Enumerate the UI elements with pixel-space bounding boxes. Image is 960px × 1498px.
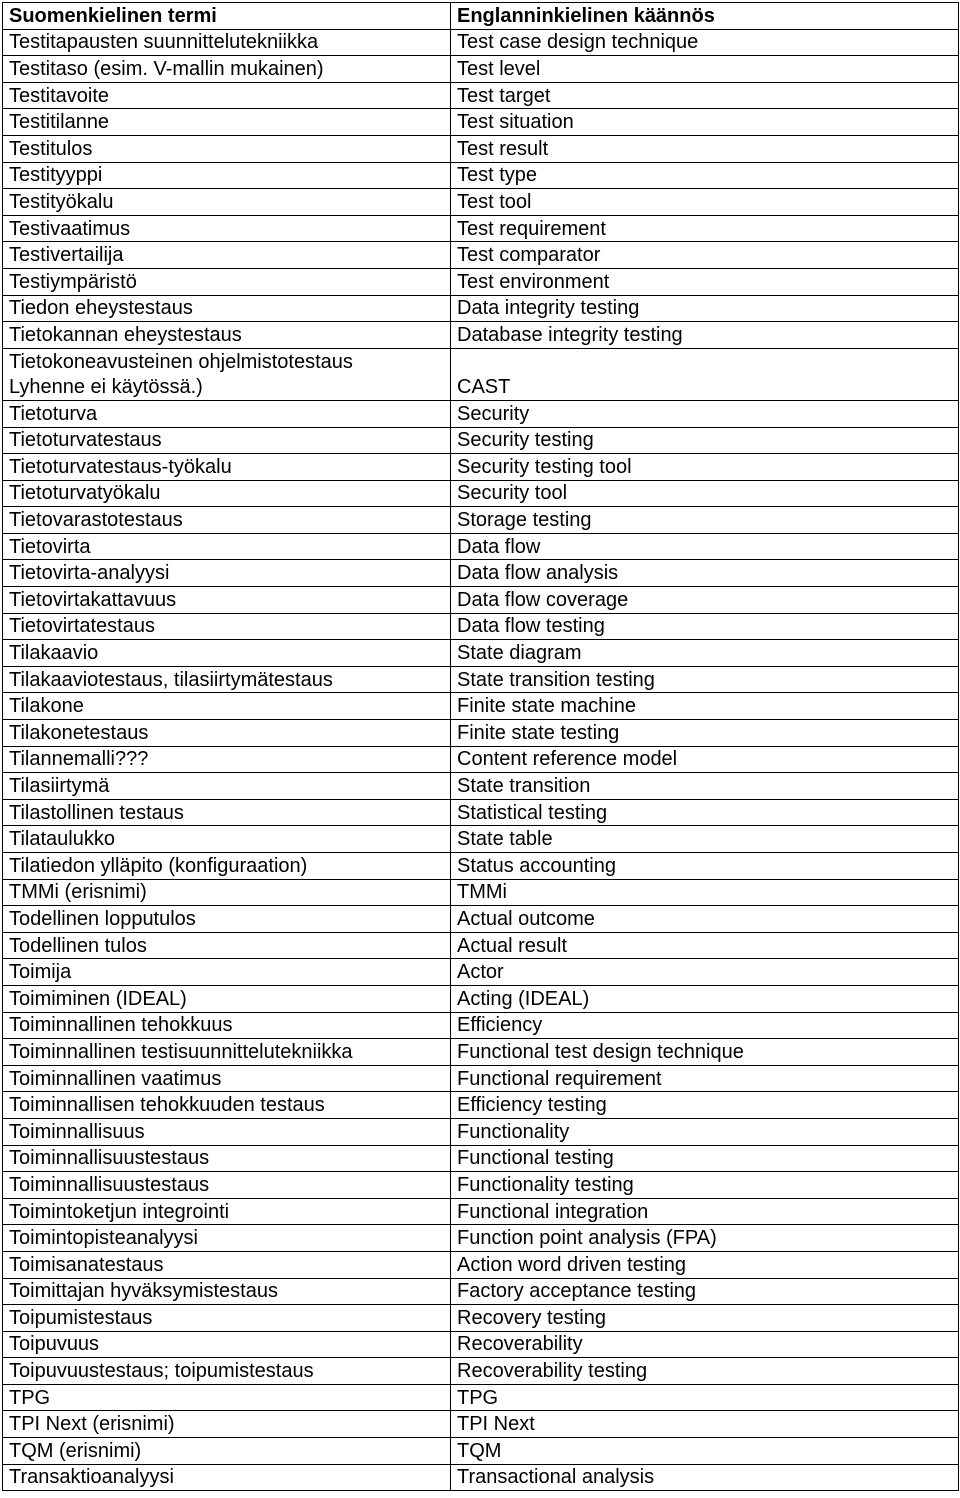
table-row: [3, 906, 959, 933]
table-row: [3, 1358, 959, 1385]
finnish-term-cell: Toiminnallisen tehokkuuden testaus: [3, 1092, 451, 1119]
english-translation-cell: Database integrity testing: [451, 322, 959, 349]
finnish-term-cell: Tietoturva: [3, 400, 451, 427]
finnish-term-cell: Toimittajan hyväksymistestaus: [3, 1278, 451, 1305]
table-row: [3, 1145, 959, 1172]
finnish-term-cell: Todellinen lopputulos: [3, 906, 451, 933]
finnish-term-cell: Tilasiirtymä: [3, 773, 451, 800]
english-translation-cell: Finite state testing: [451, 720, 959, 747]
finnish-term-cell: Tietokoneavusteinen ohjelmistotestaus: [3, 348, 451, 374]
english-translation-cell: Security testing tool: [451, 454, 959, 481]
finnish-term-cell: Testitaso (esim. V-mallin mukainen): [3, 56, 451, 83]
table-row: [3, 480, 959, 507]
finnish-term-cell: TQM (erisnimi): [3, 1438, 451, 1465]
english-translation-cell: TMMi: [451, 879, 959, 906]
english-translation-cell: Recoverability: [451, 1331, 959, 1358]
english-translation-cell: Functional requirement: [451, 1065, 959, 1092]
english-translation-cell: Transactional analysis: [451, 1464, 959, 1491]
finnish-term-cell: Tietoturvatestaus-työkalu: [3, 454, 451, 481]
finnish-term-cell: Tietovirta: [3, 533, 451, 560]
finnish-term-cell: Tietovarastotestaus: [3, 507, 451, 534]
finnish-term-cell: Tilastollinen testaus: [3, 799, 451, 826]
english-translation-cell: Test requirement: [451, 215, 959, 242]
finnish-term-cell: Todellinen tulos: [3, 932, 451, 959]
english-translation-cell: Test level: [451, 56, 959, 83]
finnish-term-cell: Testitapausten suunnittelutekniikka: [3, 29, 451, 56]
finnish-term-cell: Toimintopisteanalyysi: [3, 1225, 451, 1252]
table-row: [3, 959, 959, 986]
english-translation-cell: Security tool: [451, 480, 959, 507]
finnish-term-cell: Toimiminen (IDEAL): [3, 985, 451, 1012]
finnish-term-cell: Tilannemalli???: [3, 746, 451, 773]
table-row: [3, 879, 959, 906]
table-row: [3, 1039, 959, 1066]
english-translation-cell: Acting (IDEAL): [451, 985, 959, 1012]
table-row: [3, 613, 959, 640]
table-row: [3, 189, 959, 216]
table-row: [3, 56, 959, 83]
english-translation-cell: TQM: [451, 1438, 959, 1465]
table-row: [3, 162, 959, 189]
table-row: [3, 720, 959, 747]
finnish-term-cell: Tilataulukko: [3, 826, 451, 853]
finnish-term-cell: Testitavoite: [3, 82, 451, 109]
table-row: [3, 666, 959, 693]
english-translation-cell: Test situation: [451, 109, 959, 136]
table-row: [3, 374, 959, 400]
table-row: [3, 242, 959, 269]
english-translation-cell: Test comparator: [451, 242, 959, 269]
english-translation-cell: Data flow: [451, 533, 959, 560]
finnish-term-cell: Toiminnallisuustestaus: [3, 1145, 451, 1172]
english-translation-cell: Function point analysis (FPA): [451, 1225, 959, 1252]
table-row: [3, 322, 959, 349]
table-row: [3, 587, 959, 614]
english-translation-cell: Test target: [451, 82, 959, 109]
english-translation-cell: State transition testing: [451, 666, 959, 693]
table-row: [3, 932, 959, 959]
english-translation-cell: Data flow analysis: [451, 560, 959, 587]
finnish-term-cell: Tietoturvatestaus: [3, 427, 451, 454]
finnish-term-cell: Toiminnallisuustestaus: [3, 1172, 451, 1199]
table-row: [3, 1251, 959, 1278]
finnish-term-cell: Testitilanne: [3, 109, 451, 136]
table-row: [3, 533, 959, 560]
finnish-term-cell: Tilakaaviotestaus, tilasiirtymätestaus: [3, 666, 451, 693]
english-translation-cell: State diagram: [451, 640, 959, 667]
english-translation-cell: Finite state machine: [451, 693, 959, 720]
english-translation-cell: Actual result: [451, 932, 959, 959]
english-translation-cell: TPI Next: [451, 1411, 959, 1438]
finnish-term-cell: TPI Next (erisnimi): [3, 1411, 451, 1438]
finnish-term-cell: Toiminnallinen testisuunnittelutekniikka: [3, 1039, 451, 1066]
finnish-term-cell: Tietovirta-analyysi: [3, 560, 451, 587]
finnish-term-cell: Toipuvuustestaus; toipumistestaus: [3, 1358, 451, 1385]
english-translation-cell: State table: [451, 826, 959, 853]
table-row: [3, 640, 959, 667]
table-row: [3, 109, 959, 136]
table-row: [3, 348, 959, 374]
finnish-term-cell: Tiedon eheystestaus: [3, 295, 451, 322]
english-translation-cell: Test tool: [451, 189, 959, 216]
finnish-term-cell: TMMi (erisnimi): [3, 879, 451, 906]
english-translation-cell: Storage testing: [451, 507, 959, 534]
table-row: [3, 1438, 959, 1465]
finnish-term-cell: TPG: [3, 1384, 451, 1411]
table-row: [3, 1278, 959, 1305]
finnish-term-cell: Toimija: [3, 959, 451, 986]
finnish-term-cell: Tilakonetestaus: [3, 720, 451, 747]
english-translation-cell: Recovery testing: [451, 1305, 959, 1332]
table-row: [3, 799, 959, 826]
finnish-term-cell: Tietovirtatestaus: [3, 613, 451, 640]
table-row: [3, 1198, 959, 1225]
english-translation-cell: Content reference model: [451, 746, 959, 773]
finnish-term-cell: Tietokannan eheystestaus: [3, 322, 451, 349]
english-translation-cell: Test environment: [451, 268, 959, 295]
english-translation-cell: Data flow testing: [451, 613, 959, 640]
english-translation-cell: Functional testing: [451, 1145, 959, 1172]
table-row: [3, 1464, 959, 1491]
english-translation-cell: [451, 348, 959, 374]
english-translation-cell: Data integrity testing: [451, 295, 959, 322]
table-row: [3, 135, 959, 162]
english-translation-cell: Efficiency testing: [451, 1092, 959, 1119]
english-translation-cell: Security: [451, 400, 959, 427]
finnish-term-cell: Testivaatimus: [3, 215, 451, 242]
english-translation-cell: Efficiency: [451, 1012, 959, 1039]
finnish-term-cell: Testiympäristö: [3, 268, 451, 295]
table-row: [3, 560, 959, 587]
table-row: [3, 82, 959, 109]
table-row: [3, 826, 959, 853]
english-translation-cell: TPG: [451, 1384, 959, 1411]
table-row: [3, 746, 959, 773]
finnish-term-cell: Tietovirtakattavuus: [3, 587, 451, 614]
table-row: [3, 1411, 959, 1438]
finnish-term-cell: Toiminnallinen tehokkuus: [3, 1012, 451, 1039]
table-row: [3, 400, 959, 427]
finnish-term-cell: Testitulos: [3, 135, 451, 162]
english-translation-cell: Actual outcome: [451, 906, 959, 933]
finnish-term-cell: Toiminnallinen vaatimus: [3, 1065, 451, 1092]
table-row: [3, 215, 959, 242]
english-translation-cell: Actor: [451, 959, 959, 986]
table-row: [3, 1065, 959, 1092]
finnish-term-cell: Testityökalu: [3, 189, 451, 216]
english-translation-cell: Test result: [451, 135, 959, 162]
english-translation-cell: Factory acceptance testing: [451, 1278, 959, 1305]
english-translation-cell: Test type: [451, 162, 959, 189]
finnish-term-cell: Tilakone: [3, 693, 451, 720]
table-row: [3, 29, 959, 56]
table-row: [3, 427, 959, 454]
finnish-term-cell: Tilatiedon ylläpito (konfiguraation): [3, 853, 451, 880]
table-row: [3, 1092, 959, 1119]
finnish-term-cell: Lyhenne ei käytössä.): [3, 374, 451, 400]
table-row: [3, 268, 959, 295]
english-translation-cell: Recoverability testing: [451, 1358, 959, 1385]
finnish-term-cell: Toipuvuus: [3, 1331, 451, 1358]
table-row: [3, 507, 959, 534]
header-english-translation: Englanninkielinen käännös: [451, 3, 959, 30]
table-row: [3, 1118, 959, 1145]
table-row: [3, 454, 959, 481]
english-translation-cell: Functionality: [451, 1118, 959, 1145]
table-row: [3, 1384, 959, 1411]
table-row: [3, 693, 959, 720]
header-finnish-term: Suomenkielinen termi: [3, 3, 451, 30]
table-row: [3, 1331, 959, 1358]
finnish-term-cell: Tilakaavio: [3, 640, 451, 667]
finnish-term-cell: Toimintoketjun integrointi: [3, 1198, 451, 1225]
english-translation-cell: State transition: [451, 773, 959, 800]
table-row: [3, 1172, 959, 1199]
header-row: [3, 3, 959, 30]
table-row: [3, 985, 959, 1012]
english-translation-cell: Status accounting: [451, 853, 959, 880]
finnish-term-cell: Testivertailija: [3, 242, 451, 269]
finnish-term-cell: Testityyppi: [3, 162, 451, 189]
english-translation-cell: Functional test design technique: [451, 1039, 959, 1066]
table-row: [3, 853, 959, 880]
table-row: [3, 1225, 959, 1252]
english-translation-cell: Functional integration: [451, 1198, 959, 1225]
finnish-term-cell: Toiminnallisuus: [3, 1118, 451, 1145]
finnish-term-cell: Toimisanatestaus: [3, 1251, 451, 1278]
table-row: [3, 1305, 959, 1332]
english-translation-cell: Data flow coverage: [451, 587, 959, 614]
table-row: [3, 295, 959, 322]
english-translation-cell: Functionality testing: [451, 1172, 959, 1199]
english-translation-cell: CAST: [451, 374, 959, 400]
glossary-table: [2, 2, 959, 1491]
english-translation-cell: Statistical testing: [451, 799, 959, 826]
table-row: [3, 773, 959, 800]
english-translation-cell: Action word driven testing: [451, 1251, 959, 1278]
table-row: [3, 1012, 959, 1039]
finnish-term-cell: Toipumistestaus: [3, 1305, 451, 1332]
finnish-term-cell: Tietoturvatyökalu: [3, 480, 451, 507]
english-translation-cell: Test case design technique: [451, 29, 959, 56]
glossary-body: [3, 3, 959, 1491]
english-translation-cell: Security testing: [451, 427, 959, 454]
finnish-term-cell: Transaktioanalyysi: [3, 1464, 451, 1491]
